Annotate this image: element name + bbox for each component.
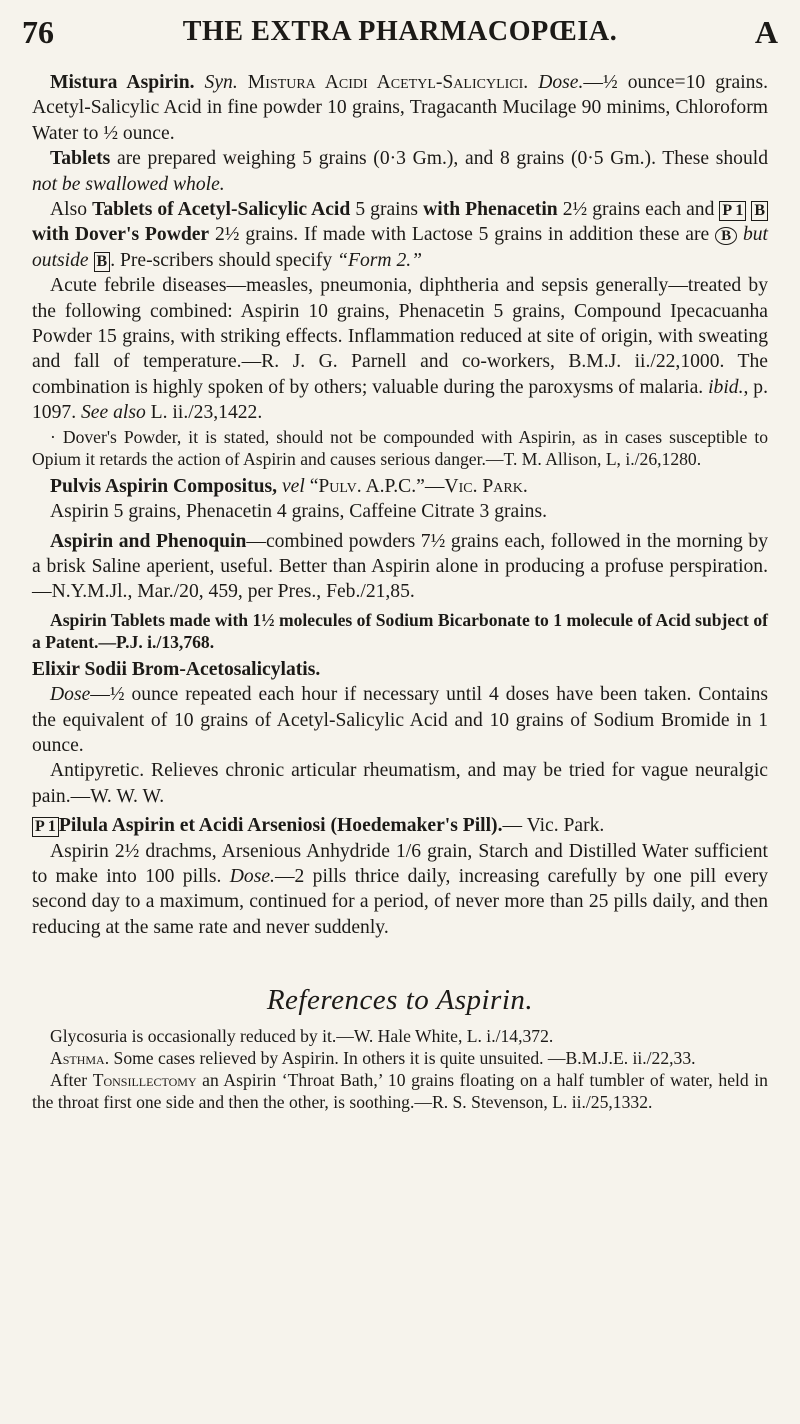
acute-para — [32, 273, 768, 425]
elixir-dose — [32, 682, 768, 758]
mistura-entry — [32, 70, 768, 146]
ref-tonsil-a: an Aspirin — [202, 1070, 277, 1091]
ref-asthma-label: Asthma. — [50, 1048, 110, 1069]
pilula-formula — [32, 839, 768, 941]
also-g: 2½ grains. If made — [215, 224, 366, 246]
also-e: 2½ grains each and — [562, 199, 715, 221]
also-i: 5 grains in addition these are — [478, 224, 710, 246]
also-a: Also — [50, 199, 88, 221]
also-para — [32, 197, 768, 273]
acute-text: Acute febrile diseases—measles, pneumonia, diphtheria and sepsis generally—treated by the following combined: Aspirin 10 grains, Phenacetin 5 grains, Compound Ipecacuanha Powder 15 grains, with striking effects. Inflammation reduced at site of origin, with sweating and fall of temperature.—R. J. G. Parnell and co-workers, B.M.J. ii./22,1000. The combination is highly spoken of by others; valuable during the paroxysms of malaria. — [32, 275, 768, 398]
schedule-box-icon: B — [751, 201, 768, 221]
tablets-lead: Tablets — [50, 148, 111, 170]
pilula-text: Aspirin 2½ drachms, Arsenious Anhydride 1/6 grain, Starch and Distilled Water sufficient to make into 100 pills. — [32, 840, 768, 887]
tablets-emphasis: not be swallowed whole. — [32, 173, 225, 195]
ref-after: After — [50, 1070, 88, 1091]
elixir-dose-label: Dose — [50, 684, 91, 706]
tablets-text: are prepared weighing 5 grains (0·3 Gm.), and 8 grains (0·5 Gm.). These should — [116, 148, 768, 170]
pilula-source: — Vic. Park. — [502, 815, 605, 837]
pulvis-source: —Vic. Park. — [424, 475, 528, 497]
pulvis-heading — [32, 474, 768, 499]
also-j: but outside — [32, 224, 768, 271]
pilula-dose-label: Dose. — [229, 865, 275, 887]
elixir-title: Elixir Sodii Brom-Acetosalicylatis. — [32, 658, 321, 680]
pulvis-title: Pulvis Aspirin Compositus, — [50, 475, 278, 497]
dose-text: —½ ounce=10 grains. Acetyl-Salicylic Acid in fine powder 10 grains, Tragacanth Mucilage 90 minims, Chloroform Water to ½ ounce. — [32, 72, 768, 144]
pilula-title: Pilula Aspirin et Acidi Arseniosi (Hoedemaker's Pill). — [58, 815, 503, 837]
ref-tonsil-c: 10 grains floating on a half tumbler of water, held in the throat first one side and then the other, is soothing.—R. S. Stevenson, L. ii./25,1332. — [32, 1070, 768, 1113]
also-l: “Form 2.” — [337, 249, 423, 271]
synonym: Mistura Acidi Acetyl-Salicylici. — [247, 72, 529, 93]
also-h: with Lactose — [371, 224, 473, 246]
section-letter: A — [754, 14, 778, 50]
phenoquin-title: Aspirin and Phenoquin — [50, 530, 247, 552]
acute-end: L. ii./23,1422. — [150, 402, 263, 424]
dose-label: Dose. — [538, 72, 584, 93]
ref-glycosuria: Glycosuria is occasionally reduced by it.—W. Hale White, L. i./14,372. — [50, 1026, 554, 1047]
tablets-para — [32, 146, 768, 197]
also-f: with Dover's Powder — [32, 224, 210, 246]
references-heading: References to Aspirin. — [266, 984, 534, 1017]
ref-tonsil-b: ‘Throat Bath,’ — [281, 1070, 383, 1091]
page-body — [32, 70, 768, 1113]
acute-mid: , p. 1097. — [32, 376, 768, 424]
tablets-patent-para: Aspirin Tablets made with 1½ molecules of Sodium Bicarbonate to 1 molecule of Acid subject of a Patent.—P.J. i./13,768. — [32, 609, 768, 652]
ref-tonsil-label: Tonsillectomy — [92, 1070, 197, 1091]
schedule-box-icon-2: B — [94, 252, 111, 272]
syn-label: Syn. — [204, 72, 238, 93]
also-b: Tablets of Acetyl-Salicylic Acid — [92, 199, 351, 221]
also-c: 5 grains — [355, 199, 419, 221]
elixir-note: Antipyretic. Relieves chronic articular rheumatism, and may be tried for vague neuralgic pain.—W. W. W. — [32, 760, 768, 807]
pulvis-vel: vel — [281, 475, 305, 497]
page-number: 76 — [22, 14, 54, 50]
poison-box-icon: P 1 — [719, 201, 746, 221]
pilula-dose-text: —2 pills thrice daily, increasing carefully by one pill every second day to a maximum, continued for a period, of never more than 25 pills daily, and then reducing at the same rate and never suddenly. — [32, 865, 768, 938]
pulvis-alt: “Pulv. A.P.C.” — [309, 475, 425, 497]
oval-mark-icon: B — [715, 227, 737, 245]
elixir-dose-text: —½ ounce repeated each hour if necessary until 4 doses have been taken. Contains the equivalent of 10 grains of Acetyl-Salicylic Acid and 10 grains of Sodium Bromide in 1 ounce. — [32, 684, 768, 756]
acute-see-also: See also — [81, 402, 146, 424]
ref-asthma — [32, 1047, 768, 1069]
ref-asthma-text: Some cases relieved by Aspirin. In others it is quite unsuited. —B.M.J.E. ii./22,33. — [113, 1048, 696, 1069]
running-header — [22, 14, 778, 54]
running-title: THE EXTRA PHARMACOPŒIA. — [182, 16, 618, 47]
phenoquin-text: —combined powders 7½ grains each, followed in the morning by a brisk Saline aperient, useful. Better than Aspirin alone in producing a profuse perspiration.—N.Y.M.Jl., Mar./20, 459, per Pres., Feb./21,85. — [32, 530, 768, 603]
also-k: . Pre-scribers should specify — [110, 249, 333, 271]
pilula-heading — [32, 813, 768, 838]
poison-box-icon-2: P 1 — [32, 817, 59, 837]
dover-note: · Dover's Powder, it is stated, should not be compounded with Aspirin, as in cases susceptible to Opium it retards the action of Aspirin and causes serious danger.—T. M. Allison, L, i./26,1280. — [32, 426, 768, 469]
also-d: with Phenacetin — [423, 199, 558, 221]
acute-ibid: ibid. — [708, 376, 744, 398]
pulvis-formula: Aspirin 5 grains, Phenacetin 4 grains, Caffeine Citrate 3 grains. — [50, 501, 547, 523]
ref-tonsillectomy — [32, 1069, 768, 1113]
mistura-title: Mistura Aspirin. — [50, 72, 195, 93]
phenoquin-para — [32, 529, 768, 605]
